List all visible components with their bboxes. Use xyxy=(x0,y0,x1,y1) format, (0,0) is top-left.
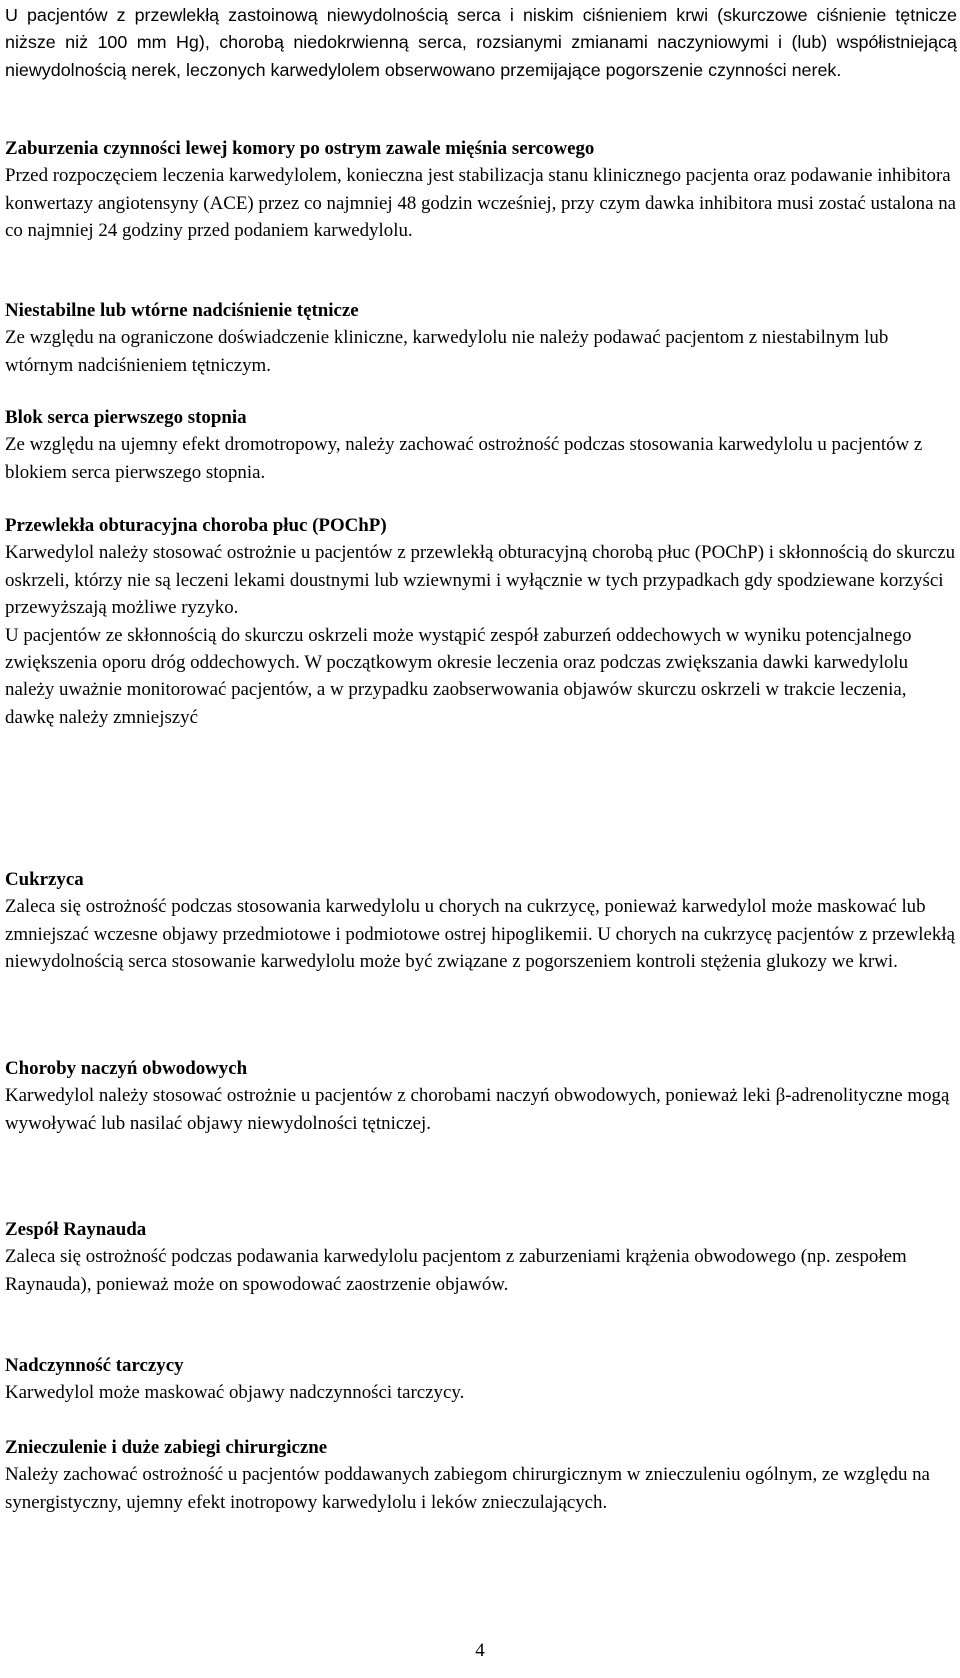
section-diabetes xyxy=(5,866,957,976)
section-paragraph: Przed rozpoczęciem leczenia karwedylolem, konieczna jest stabilizacja stanu klinicznego pacjenta oraz podawanie inhibitora konwertazy angiotensyny (ACE) przez co najmniej 48 godzin wcześniej, przy czym dawka inhibitora musi zostać ustalona na co najmniej 24 godziny przed podaniem karwedylolu. xyxy=(5,165,957,242)
section-lv-dysfunction xyxy=(5,135,957,245)
section-heart-block xyxy=(5,404,957,486)
section-heading: Niestabilne lub wtórne nadciśnienie tętnicze xyxy=(5,300,359,321)
section-heading: Przewlekła obturacyjna choroba płuc (POChP) xyxy=(5,515,387,536)
section-paragraph: Zaleca się ostrożność podczas stosowania karwedylolu u chorych na cukrzycę, ponieważ karwedylol może maskować lub zmniejszać wczesne objawy przedmiotowe i podmiotowe ostrej hipoglikemii. U chorych na cukrzycę pacjentów z przewlekłą niewydolnością serca stosowanie karwedylolu może być związane z pogorszeniem kontroli stężenia glukozy we krwi. xyxy=(5,896,955,973)
section-paragraph: Karwedylol należy stosować ostrożnie u pacjentów z chorobami naczyń obwodowych, ponieważ leki β-adrenolityczne mogą wywoływać lub nasilać objawy niewydolności tętniczej. xyxy=(5,1085,950,1134)
section-paragraph: Zaleca się ostrożność podczas podawania karwedylolu pacjentom z zaburzeniami krążenia obwodowego (np. zespołem Raynauda), ponieważ może on spowodować zaostrzenie objawów. xyxy=(5,1246,907,1295)
section-heading: Blok serca pierwszego stopnia xyxy=(5,407,247,428)
section-paragraph: Ze względu na ujemny efekt dromotropowy, należy zachować ostrożność podczas stosowania karwedylolu u pacjentów z blokiem serca pierwszego stopnia. xyxy=(5,434,923,483)
section-peripheral-vascular xyxy=(5,1055,957,1137)
section-paragraph: Ze względu na ograniczone doświadczenie kliniczne, karwedylolu nie należy podawać pacjentom z niestabilnym lub wtórnym nadciśnieniem tętniczym. xyxy=(5,327,889,376)
section-paragraph: Karwedylol należy stosować ostrożnie u pacjentów z przewlekłą obturacyjną chorobą płuc (POChP) i skłonnością do skurczu oskrzeli, którzy nie są leczeni lekami doustnymi lub wziewnymi i wyłącznie w tych przypadkach gdy spodziewane korzyści przewyższają możliwe ryzyko. xyxy=(5,542,956,619)
section-heading: Zespół Raynauda xyxy=(5,1219,147,1240)
section-heading: Nadczynność tarczycy xyxy=(5,1355,184,1376)
page-number: 4 xyxy=(475,1640,485,1661)
section-hyperthyroidism xyxy=(5,1352,957,1407)
section-copd xyxy=(5,512,957,731)
section-paragraph: Karwedylol może maskować objawy nadczynności tarczycy. xyxy=(5,1382,465,1404)
intro-paragraph: U pacjentów z przewlekłą zastoinową niewydolnością serca i niskim ciśnieniem krwi (skurczowe ciśnienie tętnicze niższe niż 100 mm Hg), chorobą niedokrwienną serca, rozsianymi zmianami naczyniowymi i (lub) współistniejącą niewydolnością nerek, leczonych karwedylolem obserwowano przemijające pogorszenie czynności nerek. xyxy=(5,5,957,80)
section-heading: Zaburzenia czynności lewej komory po ostrym zawale mięśnia sercowego xyxy=(5,138,595,159)
section-paragraph: Należy zachować ostrożność u pacjentów poddawanych zabiegom chirurgicznym w znieczuleniu ogólnym, ze względu na synergistyczny, ujemny efekt inotropowy karwedylolu i leków znieczulających. xyxy=(5,1464,930,1513)
section-raynaud xyxy=(5,1216,957,1298)
section-heading: Cukrzyca xyxy=(5,869,84,890)
section-hypertension xyxy=(5,297,957,379)
section-anesthesia xyxy=(5,1434,957,1516)
section-heading: Choroby naczyń obwodowych xyxy=(5,1058,248,1079)
section-paragraph: U pacjentów ze skłonnością do skurczu oskrzeli może wystąpić zespół zaburzeń oddechowych w wyniku potencjalnego zwiększenia oporu dróg oddechowych. W początkowym okresie leczenia oraz podczas zwiększania dawki karwedylolu należy uważnie monitorować pacjentów, a w przypadku zaobserwowania objawów skurczu oskrzeli w trakcie leczenia, dawkę należy zmniejszyć xyxy=(5,624,912,728)
section-heading: Znieczulenie i duże zabiegi chirurgiczne xyxy=(5,1437,328,1458)
